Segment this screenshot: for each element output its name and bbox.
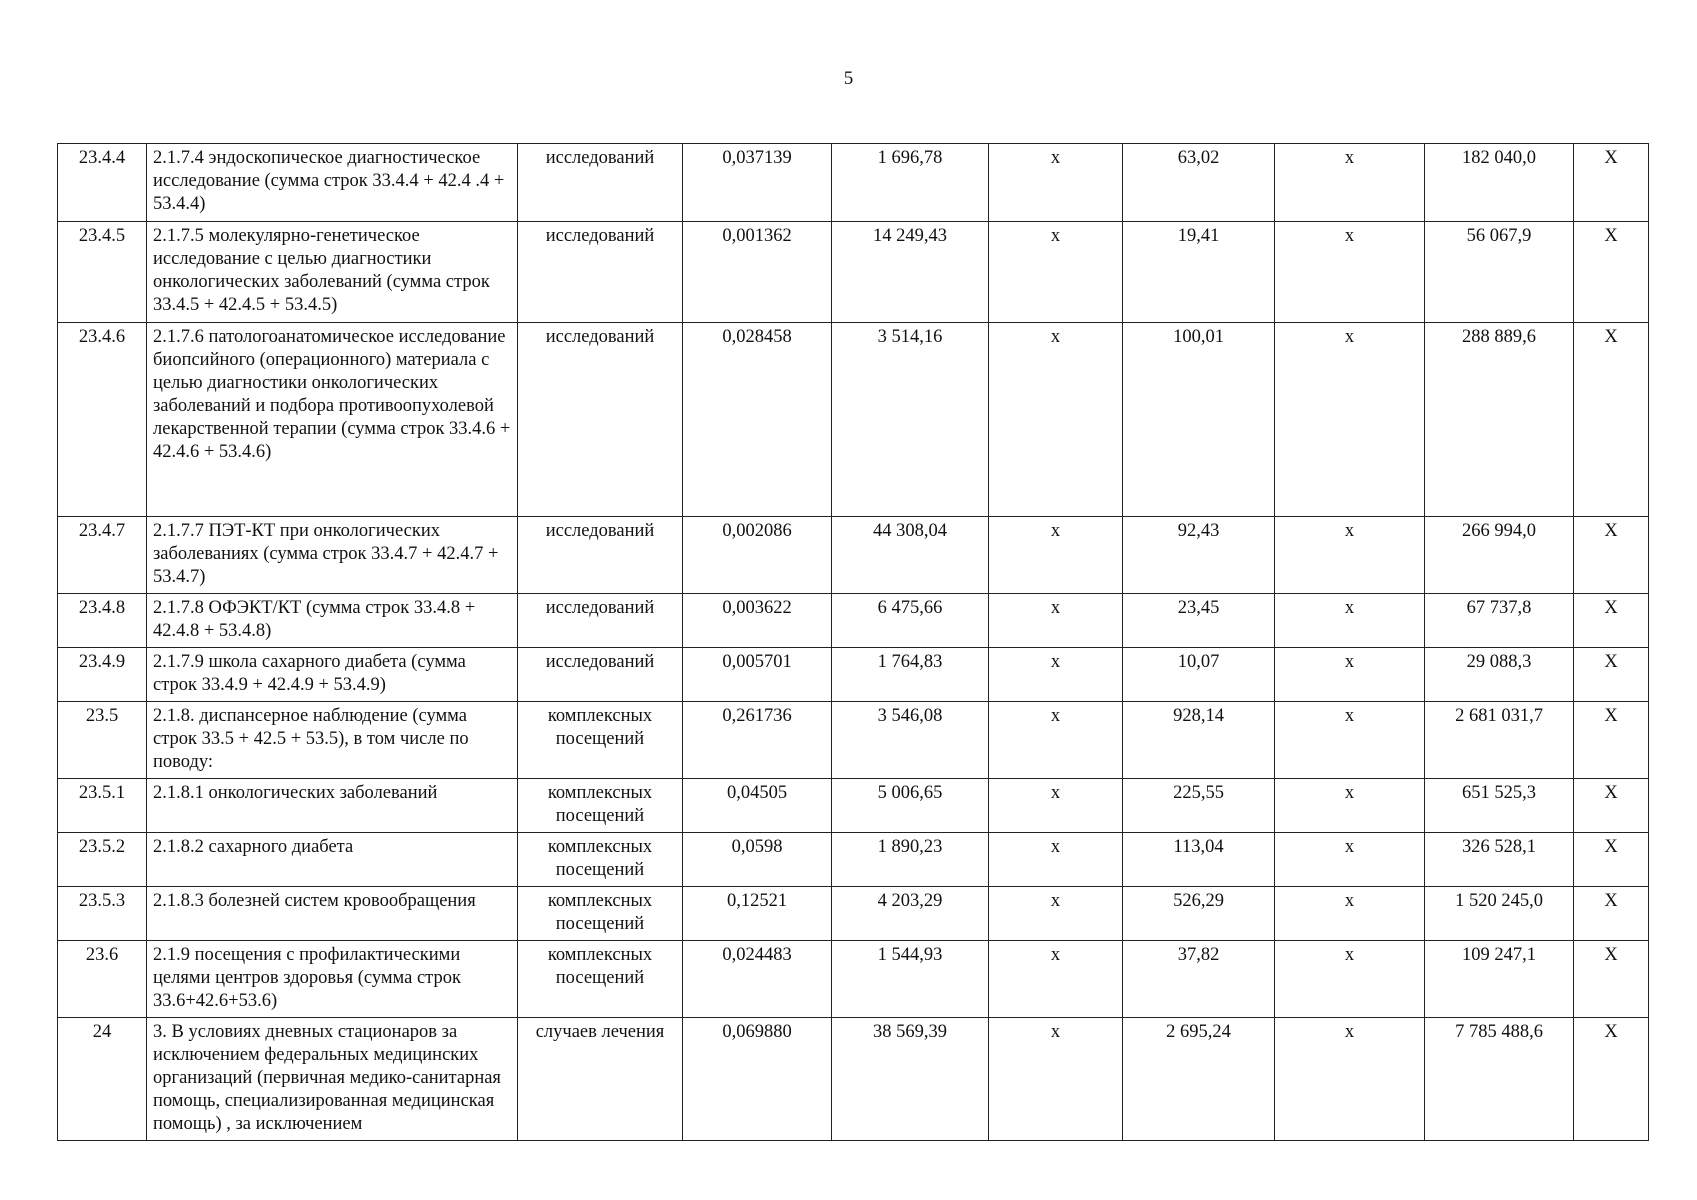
row-description: 2.1.7.9 школа сахарного диабета (сумма строк 33.4.9 + 42.4.9 + 53.4.9) — [147, 648, 518, 702]
row-norm: 0,028458 — [683, 323, 832, 517]
row-number: 24 — [58, 1018, 147, 1141]
row-unit: исследований — [518, 323, 683, 517]
row-x3: Х — [1574, 648, 1649, 702]
row-unit: исследований — [518, 594, 683, 648]
row-description: 2.1.7.6 патологоанатомическое исследование биопсийного (операционного) материала с целью диагностики онкологических заболеваний и подбора противоопухолевой лекарственной терапии (сумма строк 33.4.6 + 42.4.6 + 53.4.6) — [147, 323, 518, 517]
row-x1: х — [989, 222, 1123, 323]
row-norm: 0,037139 — [683, 144, 832, 222]
row-number: 23.5.2 — [58, 833, 147, 887]
row-number: 23.4.8 — [58, 594, 147, 648]
row-x1: х — [989, 144, 1123, 222]
row-norm: 0,261736 — [683, 702, 832, 779]
table-row — [58, 222, 1649, 323]
row-number: 23.6 — [58, 941, 147, 1018]
row-cost: 38 569,39 — [832, 1018, 989, 1141]
row-cost: 44 308,04 — [832, 517, 989, 594]
row-number: 23.5 — [58, 702, 147, 779]
row-x3: Х — [1574, 833, 1649, 887]
row-norm: 0,005701 — [683, 648, 832, 702]
row-total: 182 040,0 — [1425, 144, 1574, 222]
row-cost: 4 203,29 — [832, 887, 989, 941]
row-total: 266 994,0 — [1425, 517, 1574, 594]
row-cost: 1 890,23 — [832, 833, 989, 887]
row-total: 56 067,9 — [1425, 222, 1574, 323]
row-x2: х — [1275, 779, 1425, 833]
row-description: 2.1.9 посещения с профилактическими целями центров здоровья (сумма строк 33.6+42.6+53.6) — [147, 941, 518, 1018]
row-x2: х — [1275, 222, 1425, 323]
row-norm: 0,003622 — [683, 594, 832, 648]
row-x1: х — [989, 594, 1123, 648]
row-cost: 1 544,93 — [832, 941, 989, 1018]
row-cost: 5 006,65 — [832, 779, 989, 833]
row-total: 67 737,8 — [1425, 594, 1574, 648]
row-x3: Х — [1574, 1018, 1649, 1141]
row-x2: х — [1275, 1018, 1425, 1141]
row-number: 23.4.9 — [58, 648, 147, 702]
row-unit: комплексных посещений — [518, 941, 683, 1018]
row-norm: 0,069880 — [683, 1018, 832, 1141]
row-norm: 0,04505 — [683, 779, 832, 833]
row-unit: исследований — [518, 648, 683, 702]
row-per-capita: 19,41 — [1123, 222, 1275, 323]
row-per-capita: 2 695,24 — [1123, 1018, 1275, 1141]
row-x2: х — [1275, 648, 1425, 702]
data-table — [57, 143, 1649, 1141]
table-row — [58, 887, 1649, 941]
row-norm: 0,12521 — [683, 887, 832, 941]
row-per-capita: 100,01 — [1123, 323, 1275, 517]
row-per-capita: 92,43 — [1123, 517, 1275, 594]
row-number: 23.5.1 — [58, 779, 147, 833]
row-description: 2.1.8.3 болезней систем кровообращения — [147, 887, 518, 941]
row-description: 2.1.7.7 ПЭТ-КТ при онкологических заболеваниях (сумма строк 33.4.7 + 42.4.7 + 53.4.7) — [147, 517, 518, 594]
row-x3: Х — [1574, 887, 1649, 941]
table-row — [58, 323, 1649, 517]
row-norm: 0,0598 — [683, 833, 832, 887]
row-x2: х — [1275, 517, 1425, 594]
table-row — [58, 702, 1649, 779]
row-x3: Х — [1574, 941, 1649, 1018]
row-description: 2.1.8. диспансерное наблюдение (сумма строк 33.5 + 42.5 + 53.5), в том числе по поводу: — [147, 702, 518, 779]
row-cost: 1 764,83 — [832, 648, 989, 702]
row-x2: х — [1275, 887, 1425, 941]
table-row — [58, 779, 1649, 833]
row-cost: 6 475,66 — [832, 594, 989, 648]
row-x3: Х — [1574, 779, 1649, 833]
row-total: 326 528,1 — [1425, 833, 1574, 887]
row-unit: исследований — [518, 144, 683, 222]
row-unit: исследований — [518, 222, 683, 323]
row-x3: Х — [1574, 594, 1649, 648]
row-total: 109 247,1 — [1425, 941, 1574, 1018]
row-per-capita: 37,82 — [1123, 941, 1275, 1018]
row-x2: х — [1275, 833, 1425, 887]
row-description: 2.1.7.8 ОФЭКТ/КТ (сумма строк 33.4.8 + 42.4.8 + 53.4.8) — [147, 594, 518, 648]
row-cost: 3 514,16 — [832, 323, 989, 517]
row-unit: комплексных посещений — [518, 887, 683, 941]
row-number: 23.4.4 — [58, 144, 147, 222]
table-row — [58, 648, 1649, 702]
table-row — [58, 1018, 1649, 1141]
row-x2: х — [1275, 144, 1425, 222]
row-cost: 1 696,78 — [832, 144, 989, 222]
row-x2: х — [1275, 702, 1425, 779]
row-unit: исследований — [518, 517, 683, 594]
row-per-capita: 113,04 — [1123, 833, 1275, 887]
row-unit: комплексных посещений — [518, 833, 683, 887]
table-row — [58, 144, 1649, 222]
row-norm: 0,001362 — [683, 222, 832, 323]
row-total: 7 785 488,6 — [1425, 1018, 1574, 1141]
row-per-capita: 526,29 — [1123, 887, 1275, 941]
row-cost: 3 546,08 — [832, 702, 989, 779]
row-number: 23.4.7 — [58, 517, 147, 594]
row-x3: Х — [1574, 323, 1649, 517]
row-number: 23.4.5 — [58, 222, 147, 323]
row-per-capita: 10,07 — [1123, 648, 1275, 702]
row-x3: Х — [1574, 517, 1649, 594]
row-norm: 0,002086 — [683, 517, 832, 594]
row-total: 651 525,3 — [1425, 779, 1574, 833]
row-x3: Х — [1574, 702, 1649, 779]
row-x1: х — [989, 887, 1123, 941]
row-x1: х — [989, 648, 1123, 702]
row-x1: х — [989, 517, 1123, 594]
row-description: 2.1.7.4 эндоскопическое диагностическое исследование (сумма строк 33.4.4 + 42.4 .4 + 53.4.4) — [147, 144, 518, 222]
table-row — [58, 833, 1649, 887]
row-x1: х — [989, 323, 1123, 517]
row-description: 2.1.7.5 молекулярно-генетическое исследование с целью диагностики онкологических заболеваний (сумма строк 33.4.5 + 42.4.5 + 53.4.5) — [147, 222, 518, 323]
row-description: 3. В условиях дневных стационаров за исключением федеральных медицинских организаций (первичная медико-санитарная помощь, специализированная медицинская помощь) , за исключением — [147, 1018, 518, 1141]
row-per-capita: 63,02 — [1123, 144, 1275, 222]
row-unit: случаев лечения — [518, 1018, 683, 1141]
row-x3: Х — [1574, 222, 1649, 323]
row-norm: 0,024483 — [683, 941, 832, 1018]
table-row — [58, 594, 1649, 648]
row-x2: х — [1275, 941, 1425, 1018]
row-x2: х — [1275, 594, 1425, 648]
row-number: 23.5.3 — [58, 887, 147, 941]
row-x1: х — [989, 702, 1123, 779]
row-x1: х — [989, 833, 1123, 887]
page-number: 5 — [843, 68, 854, 89]
row-total: 29 088,3 — [1425, 648, 1574, 702]
row-x1: х — [989, 779, 1123, 833]
row-total: 288 889,6 — [1425, 323, 1574, 517]
row-x3: Х — [1574, 144, 1649, 222]
row-description: 2.1.8.1 онкологических заболеваний — [147, 779, 518, 833]
table-row — [58, 517, 1649, 594]
row-unit: комплексных посещений — [518, 779, 683, 833]
row-total: 2 681 031,7 — [1425, 702, 1574, 779]
row-x2: х — [1275, 323, 1425, 517]
row-x1: х — [989, 941, 1123, 1018]
row-x1: х — [989, 1018, 1123, 1141]
row-total: 1 520 245,0 — [1425, 887, 1574, 941]
row-number: 23.4.6 — [58, 323, 147, 517]
row-per-capita: 225,55 — [1123, 779, 1275, 833]
row-per-capita: 23,45 — [1123, 594, 1275, 648]
row-description: 2.1.8.2 сахарного диабета — [147, 833, 518, 887]
row-unit: комплексных посещений — [518, 702, 683, 779]
row-per-capita: 928,14 — [1123, 702, 1275, 779]
row-cost: 14 249,43 — [832, 222, 989, 323]
table-row — [58, 941, 1649, 1018]
